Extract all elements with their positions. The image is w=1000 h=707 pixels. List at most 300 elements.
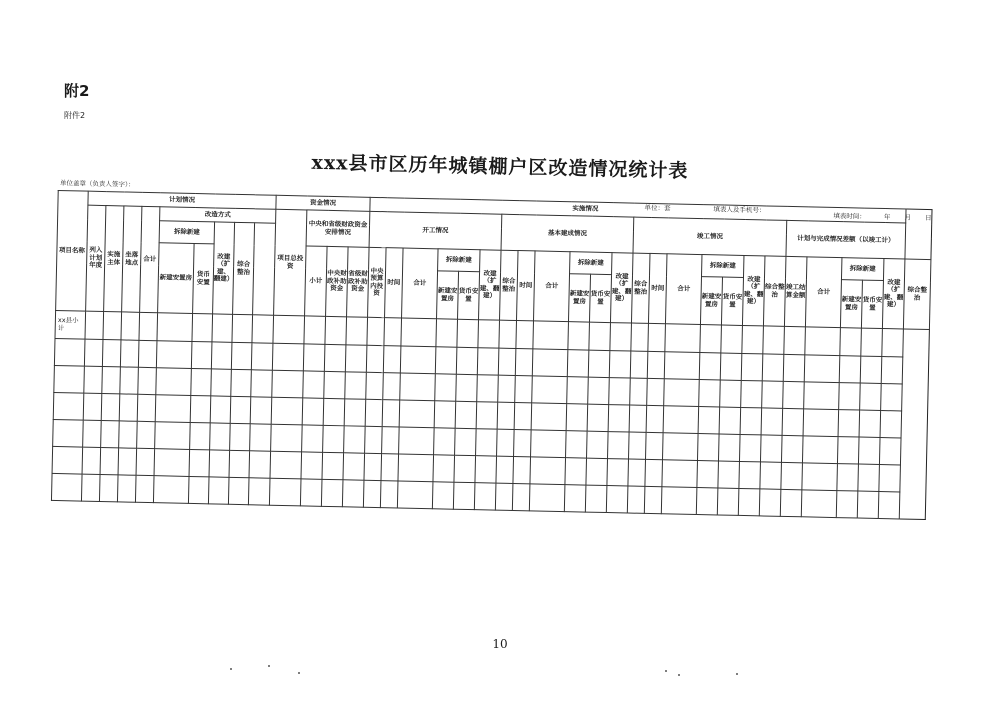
table-cell — [881, 384, 903, 411]
header-plan-total: 合计 — [140, 206, 160, 312]
header-start-money-resettle: 货币安置 — [458, 271, 480, 319]
table-cell — [801, 490, 837, 518]
header-plan-new-resettle: 新建安置房 — [158, 243, 195, 314]
table-cell — [434, 428, 456, 455]
table-cell — [761, 408, 783, 435]
table-cell — [739, 434, 761, 461]
table-cell — [720, 353, 742, 380]
table-cell — [398, 454, 434, 482]
header-gap-group: 计划与完成情况差额（以竣工计） — [786, 220, 906, 259]
table-cell — [476, 429, 498, 456]
table-cell — [586, 458, 608, 485]
table-cell — [138, 340, 157, 367]
table-cell — [455, 428, 477, 455]
table-cell — [397, 481, 433, 509]
table-cell — [587, 431, 609, 458]
table-cell — [457, 319, 479, 347]
header-start-time: 时间 — [385, 248, 404, 318]
table-cell — [840, 328, 862, 356]
table-cell — [231, 342, 252, 369]
scan-speck — [678, 674, 680, 676]
table-cell — [157, 313, 193, 342]
table-cell — [644, 486, 662, 513]
table-cell — [211, 342, 232, 369]
table-cell — [647, 378, 665, 405]
table-cell — [324, 371, 346, 398]
header-start-group: 开工情况 — [369, 211, 502, 250]
table-cell — [803, 409, 839, 437]
table-cell — [804, 355, 840, 383]
header-gap-new-resettle: 新建安置房 — [840, 280, 862, 328]
table-cell — [495, 483, 513, 510]
table-cell — [190, 395, 211, 422]
table-cell — [139, 312, 158, 340]
table-cell — [401, 318, 437, 347]
table-cell — [608, 432, 630, 459]
table-cell — [321, 479, 343, 506]
table-cell — [188, 476, 209, 503]
table-cell — [251, 343, 273, 370]
page-title: xxx县市区历年城镇棚户区改造情况统计表 — [311, 151, 689, 183]
table-cell — [696, 488, 718, 515]
table-cell — [102, 340, 121, 367]
table-cell — [380, 481, 398, 508]
table-cell — [248, 478, 270, 505]
table-cell — [585, 485, 607, 512]
header-basic-time: 时间 — [516, 251, 535, 321]
table-cell — [532, 376, 568, 404]
table-cell — [497, 402, 515, 429]
table-cell — [882, 329, 904, 357]
table-cell — [365, 399, 383, 426]
table-cell — [365, 426, 383, 453]
table-cell — [646, 405, 664, 432]
table-cell — [302, 425, 324, 452]
table-cell — [839, 383, 861, 410]
table-cell — [516, 321, 534, 349]
table-cell — [664, 352, 700, 380]
table-cell — [697, 461, 719, 488]
table-cell — [366, 372, 384, 399]
table-cell — [381, 454, 399, 481]
table-cell — [399, 400, 435, 428]
table-cell — [81, 474, 100, 501]
table-cell — [717, 488, 739, 515]
page-number: 10 — [492, 637, 508, 651]
table-cell — [880, 411, 902, 438]
table-cell — [742, 325, 764, 353]
table-cell — [498, 348, 516, 375]
table-cell — [698, 407, 720, 434]
row-name-cell — [51, 473, 82, 501]
header-plan-group: 计划情况 — [88, 191, 276, 209]
table-cell — [456, 374, 478, 401]
table-cell — [608, 405, 630, 432]
table-cell — [400, 373, 436, 401]
table-cell — [83, 393, 102, 420]
table-cell — [738, 488, 760, 515]
table-cell — [209, 450, 230, 477]
header-complete-group: 竣工情况 — [633, 217, 787, 256]
table-cell — [718, 434, 740, 461]
table-cell — [498, 375, 516, 402]
table-cell — [101, 394, 120, 421]
table-cell — [567, 350, 589, 377]
table-cell — [271, 397, 303, 425]
table-cell — [436, 319, 458, 347]
header-complete-comprehensive: 综合整治 — [763, 256, 786, 326]
table-cell — [85, 311, 104, 339]
table-cell — [661, 487, 697, 515]
table-cell — [529, 484, 565, 512]
header-basic-comprehensive: 综合整治 — [631, 253, 650, 323]
table-cell — [118, 448, 137, 475]
table-cell — [782, 408, 804, 435]
table-cell — [477, 348, 499, 375]
table-cell — [784, 326, 806, 354]
header-gap-demolish-new: 拆除新建 — [841, 258, 883, 281]
table-cell — [663, 406, 699, 434]
table-cell — [383, 373, 401, 400]
table-cell — [760, 435, 782, 462]
table-cell — [567, 377, 589, 404]
table-cell — [117, 475, 136, 502]
header-funds-subtotal: 小计 — [305, 246, 328, 316]
table-cell — [230, 423, 251, 450]
table-cell — [399, 427, 435, 455]
table-cell — [699, 380, 721, 407]
table-cell — [588, 377, 610, 404]
statistics-table — [51, 190, 933, 520]
table-cell — [530, 457, 566, 485]
table-cell — [628, 459, 646, 486]
table-cell — [137, 421, 156, 448]
header-location: 坐落地点 — [122, 206, 142, 312]
table-cell — [252, 315, 274, 343]
table-cell — [102, 367, 121, 394]
table-cell — [802, 463, 838, 491]
table-cell — [344, 426, 366, 453]
unit-note: 单位：套 — [644, 203, 671, 213]
table-cell — [208, 477, 229, 504]
table-cell — [191, 368, 212, 395]
table-cell — [189, 449, 210, 476]
table-cell — [533, 321, 569, 350]
table-cell — [301, 452, 323, 479]
header-complete-time: 时间 — [648, 253, 667, 323]
table-cell — [609, 351, 631, 378]
table-cell — [514, 430, 532, 457]
table-cell — [476, 402, 498, 429]
table-cell — [879, 437, 901, 464]
table-cell — [513, 457, 531, 484]
table-cell — [497, 429, 515, 456]
header-basic-demolish-new: 拆除新建 — [570, 252, 612, 275]
table-cell — [342, 480, 364, 507]
table-cell — [631, 323, 649, 351]
table-cell — [878, 491, 900, 518]
header-implement-group: 实施情况 — [370, 197, 906, 223]
header-plan-year: 列入计划年度 — [86, 205, 106, 311]
row-name-cell — [52, 446, 83, 474]
table-cell — [269, 478, 301, 506]
table-cell — [323, 398, 345, 425]
table-cell — [532, 349, 568, 377]
table-cell — [662, 460, 698, 488]
attachment-label: 附2 — [64, 82, 90, 100]
table-cell — [662, 433, 698, 461]
table-cell — [303, 344, 325, 371]
table-cell — [322, 452, 344, 479]
table-cell — [155, 395, 191, 423]
table-cell — [138, 367, 157, 394]
table-cell — [780, 489, 802, 516]
table-cell — [270, 451, 302, 479]
header-method-group: 改造方式 — [160, 207, 276, 224]
table-cell — [325, 316, 347, 344]
table-cell — [272, 370, 304, 398]
table-cell — [453, 482, 475, 509]
table-cell — [190, 422, 211, 449]
table-cell — [210, 423, 231, 450]
header-start-rebuild: 改建（扩建、翻建） — [479, 250, 502, 320]
statistics-sheet — [49, 178, 932, 592]
table-cell — [762, 381, 784, 408]
header-basic-rebuild: 改建（扩建、翻建） — [610, 253, 633, 323]
table-cell — [232, 314, 253, 342]
header-total-invest: 项目总投资 — [274, 209, 307, 316]
day-label: 日 — [924, 213, 932, 223]
table-cell — [99, 474, 118, 501]
table-cell — [435, 374, 457, 401]
table-cell — [383, 346, 401, 373]
table-cell — [783, 354, 805, 381]
table-cell — [230, 396, 251, 423]
table-cell — [250, 397, 272, 424]
month-label: 月 — [904, 213, 912, 222]
table-cell — [531, 403, 567, 431]
table-cell — [120, 367, 139, 394]
table-cell — [802, 436, 838, 464]
table-cell — [304, 316, 326, 344]
table-cell — [804, 382, 840, 410]
scan-speck — [268, 665, 270, 667]
table-cell — [627, 486, 645, 513]
fill-date-label: 填表时间： — [833, 211, 866, 221]
table-cell — [763, 326, 785, 354]
table-cell — [515, 376, 533, 403]
table-cell — [303, 371, 325, 398]
table-cell — [82, 447, 101, 474]
header-start-new-resettle: 新建安置房 — [437, 271, 459, 319]
table-cell — [432, 482, 454, 509]
table-cell — [231, 369, 252, 396]
table-cell — [514, 403, 532, 430]
table-cell — [531, 430, 567, 458]
table-cell — [367, 317, 385, 345]
row-name-cell: xx县小计 — [55, 310, 86, 339]
header-gap-comprehensive: 综合整治 — [903, 259, 931, 330]
header-start-demolish-new: 拆除新建 — [438, 249, 480, 272]
table-cell — [858, 464, 880, 491]
table-cell — [587, 404, 609, 431]
table-cell — [363, 480, 381, 507]
table-cell — [120, 340, 139, 367]
table-cell — [647, 351, 665, 378]
table-cell — [456, 347, 478, 374]
table-cell — [156, 341, 192, 369]
header-prov-subsidy: 省级财政补助资金 — [347, 247, 370, 317]
table-cell — [251, 370, 273, 397]
table-cell — [229, 450, 250, 477]
header-basic-money-resettle: 货币安置 — [589, 274, 611, 322]
table-cell — [455, 401, 477, 428]
header-plan-money-resettle: 货币安置 — [193, 243, 215, 313]
table-cell — [382, 427, 400, 454]
table-cell — [564, 485, 586, 512]
table-cell — [137, 394, 156, 421]
table-cell — [477, 375, 499, 402]
table-cell — [228, 477, 249, 504]
header-basic-new-resettle: 新建安置房 — [568, 274, 590, 322]
table-cell — [366, 345, 384, 372]
row-name-cell — [53, 392, 84, 420]
table-cell — [629, 405, 647, 432]
table-cell — [741, 380, 763, 407]
table-cell — [249, 451, 271, 478]
table-cell — [646, 432, 664, 459]
table-cell — [588, 350, 610, 377]
table-cell — [212, 314, 233, 342]
table-cell — [879, 464, 901, 491]
table-cell — [382, 400, 400, 427]
table-cell — [860, 383, 882, 410]
table-cell — [858, 437, 880, 464]
table-cell — [881, 357, 903, 384]
table-cell — [344, 399, 366, 426]
table-cell — [83, 420, 102, 447]
table-cell — [719, 407, 741, 434]
table-cell — [271, 424, 303, 452]
table-cell — [857, 491, 879, 518]
table-cell — [515, 349, 533, 376]
table-cell — [805, 327, 841, 356]
year-label: 年 — [883, 213, 891, 222]
table-cell — [700, 325, 722, 353]
table-cell — [759, 489, 781, 516]
table-cell — [837, 464, 859, 491]
table-cell — [155, 422, 191, 450]
table-cell — [300, 479, 322, 506]
header-start-comprehensive: 综合整治 — [500, 250, 519, 320]
table-cell — [721, 325, 743, 353]
table-cell — [211, 369, 232, 396]
table-cell — [861, 328, 883, 356]
table-cell — [836, 491, 858, 518]
table-cell — [100, 447, 119, 474]
table-cell — [630, 351, 648, 378]
table-cell — [610, 323, 632, 351]
table-cell — [645, 459, 663, 486]
table-cell — [154, 449, 190, 477]
row-name-cell — [53, 419, 84, 447]
header-gap-rebuild: 改建（扩建、翻建） — [882, 259, 905, 329]
header-central-budget: 中央预算内投资 — [368, 247, 387, 317]
table-body — [51, 310, 929, 519]
header-basic-total: 合计 — [533, 251, 570, 322]
row-name-cell — [54, 338, 85, 366]
table-cell — [343, 453, 365, 480]
table-cell — [697, 434, 719, 461]
table-cell — [665, 324, 701, 353]
table-cell — [210, 396, 231, 423]
table-cell — [135, 475, 154, 502]
header-plan-comprehensive: 综合整治 — [233, 222, 255, 314]
table-cell — [272, 343, 304, 371]
table-cell — [302, 398, 324, 425]
header-complete-money-resettle: 货币安置 — [721, 277, 743, 325]
table-cell — [345, 345, 367, 372]
table-cell — [606, 486, 628, 513]
table-cell — [101, 421, 120, 448]
table-cell — [607, 459, 629, 486]
header-complete-settlement: 竣工结算金额 — [784, 256, 807, 326]
table-cell — [720, 380, 742, 407]
table-cell — [496, 456, 514, 483]
table-cell — [435, 347, 457, 374]
table-cell — [837, 437, 859, 464]
header-funds-group: 资金情况 — [276, 195, 370, 211]
table-cell — [84, 366, 103, 393]
table-cell — [699, 353, 721, 380]
table-cell — [324, 344, 346, 371]
header-basic-group: 基本建成情况 — [501, 214, 634, 253]
table-cell — [364, 453, 382, 480]
header-central-subsidy: 中央财政补助资金 — [326, 246, 349, 316]
header-plan-demolish-new: 拆除新建 — [159, 221, 214, 244]
table-cell — [119, 394, 138, 421]
table-cell — [739, 461, 761, 488]
header-complete-new-resettle: 新建安置房 — [700, 277, 722, 325]
table-cell — [434, 401, 456, 428]
header-complete-total: 合计 — [665, 254, 702, 325]
table-cell — [478, 320, 500, 348]
header-plan-blank — [253, 223, 276, 315]
table-cell — [475, 456, 497, 483]
table-cell — [512, 483, 530, 510]
table-cell — [323, 425, 345, 452]
table-cell — [192, 313, 213, 341]
table-cell — [273, 315, 305, 344]
table-cell — [648, 323, 666, 351]
header-plan-rebuild: 改建（扩建、翻建） — [213, 222, 235, 314]
table-cell — [499, 320, 517, 348]
table-cell — [84, 339, 103, 366]
table-cell — [433, 455, 455, 482]
table-cell — [191, 341, 212, 368]
header-complete-demolish-new: 拆除新建 — [702, 255, 744, 278]
header-gap-money-resettle: 货币安置 — [861, 280, 883, 328]
header-complete-rebuild: 改建（扩建、翻建） — [742, 255, 765, 325]
table-cell — [103, 312, 122, 340]
scan-speck — [736, 673, 738, 675]
table-cell — [474, 483, 496, 510]
table-cell — [838, 410, 860, 437]
table-cell — [568, 322, 590, 350]
table-cell — [839, 356, 861, 383]
header-entity: 实施主体 — [104, 206, 124, 312]
filler-phone-note: 填表人及手机号： — [713, 205, 766, 215]
